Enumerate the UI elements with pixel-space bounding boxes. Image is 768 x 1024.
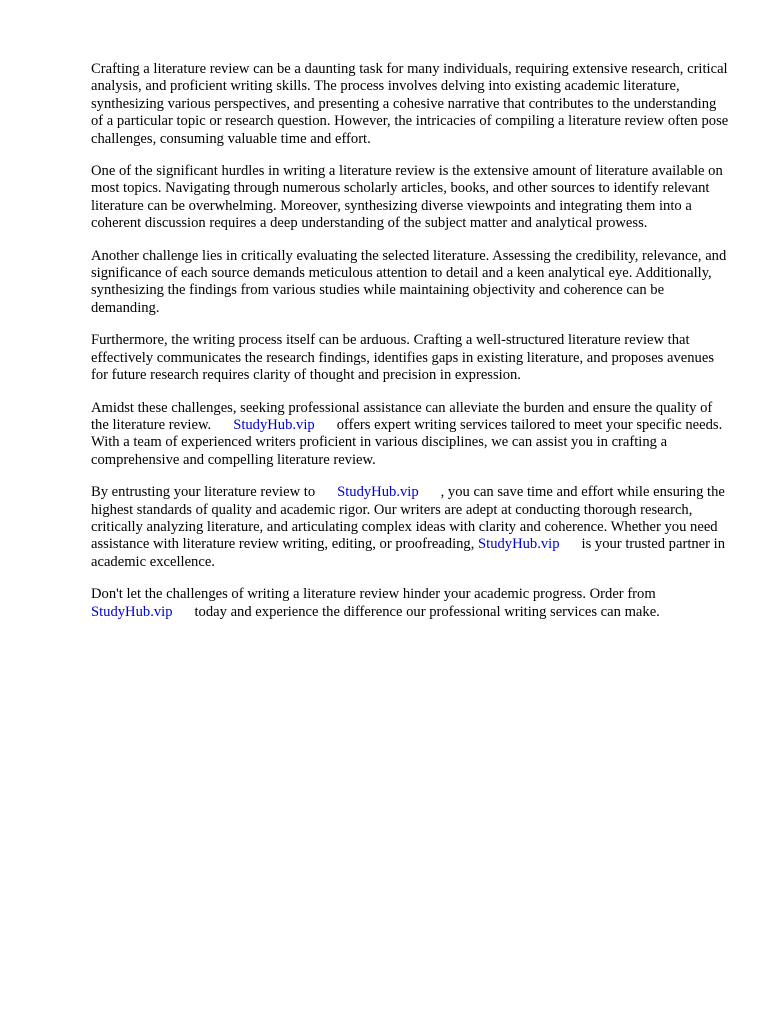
paragraph-7 <box>91 586 731 621</box>
studyhub-link-2[interactable]: StudyHub.vip <box>337 484 419 501</box>
paragraph-5-text-before: Amidst these challenges, seeking professional assistance can alleviate the burden and ensure the quality of the literature review. <box>91 399 713 433</box>
paragraph-5 <box>91 400 731 470</box>
paragraph-6 <box>91 484 731 571</box>
document-body <box>91 61 731 636</box>
paragraph-5-text-after: offers expert writing services tailored to meet your specific needs. With a team of experienced writers proficient in various disciplines, we can assist you in crafting a comprehensive and compelling literature review. <box>91 416 723 468</box>
paragraph-6-text-before: By entrusting your literature review to <box>91 484 316 501</box>
paragraph-2: One of the significant hurdles in writing a literature review is the extensive amount of literature available on most topics. Navigating through numerous scholarly articles, books, and other sources to identify relevant literature can be overwhelming. Moreover, synthesizing diverse viewpoints and integrating them into a coherent discussion requires a deep understanding of the subject matter and analytical prowess. <box>91 163 723 232</box>
paragraph-6-text-middle: , you can save time and effort while ensuring the highest standards of quality and academic rigor. Our writers are adept at conducting thorough research, critically analyzing literature, and articulating complex ideas with clarity and coherence. Whether you need assistance with literature review writing, editing, or proofreading, <box>91 484 725 553</box>
studyhub-link-1[interactable]: StudyHub.vip <box>233 416 315 433</box>
paragraph-7-text-before: Don't let the challenges of writing a literature review hinder your academic progress. Order from <box>91 586 656 603</box>
paragraph-7-text-after: today and experience the difference our professional writing services can make. <box>194 603 660 620</box>
paragraph-6-text-after: is your trusted partner in academic excellence. <box>91 536 726 570</box>
paragraph-1: Crafting a literature review can be a daunting task for many individuals, requiring extensive research, critical analysis, and proficient writing skills. The process involves delving into existing academic literature, synthesizing various perspectives, and presenting a cohesive narrative that contributes to the understanding of a particular topic or research question. However, the intricacies of compiling a literature review often pose challenges, consuming valuable time and effort. <box>91 61 729 147</box>
paragraph-4: Furthermore, the writing process itself can be arduous. Crafting a well-structured literature review that effectively communicates the research findings, identifies gaps in existing literature, and proposes avenues for future research requires clarity of thought and precision in expression. <box>91 332 715 384</box>
studyhub-link-3[interactable]: StudyHub.vip <box>478 536 560 553</box>
studyhub-link-4[interactable]: StudyHub.vip <box>91 603 173 620</box>
paragraph-3: Another challenge lies in critically evaluating the selected literature. Assessing the credibility, relevance, and significance of each source demands meticulous attention to detail and a keen analytical eye. Additionally, synthesizing the findings from various studies while maintaining objectivity and coherence can be demanding. <box>91 247 727 316</box>
